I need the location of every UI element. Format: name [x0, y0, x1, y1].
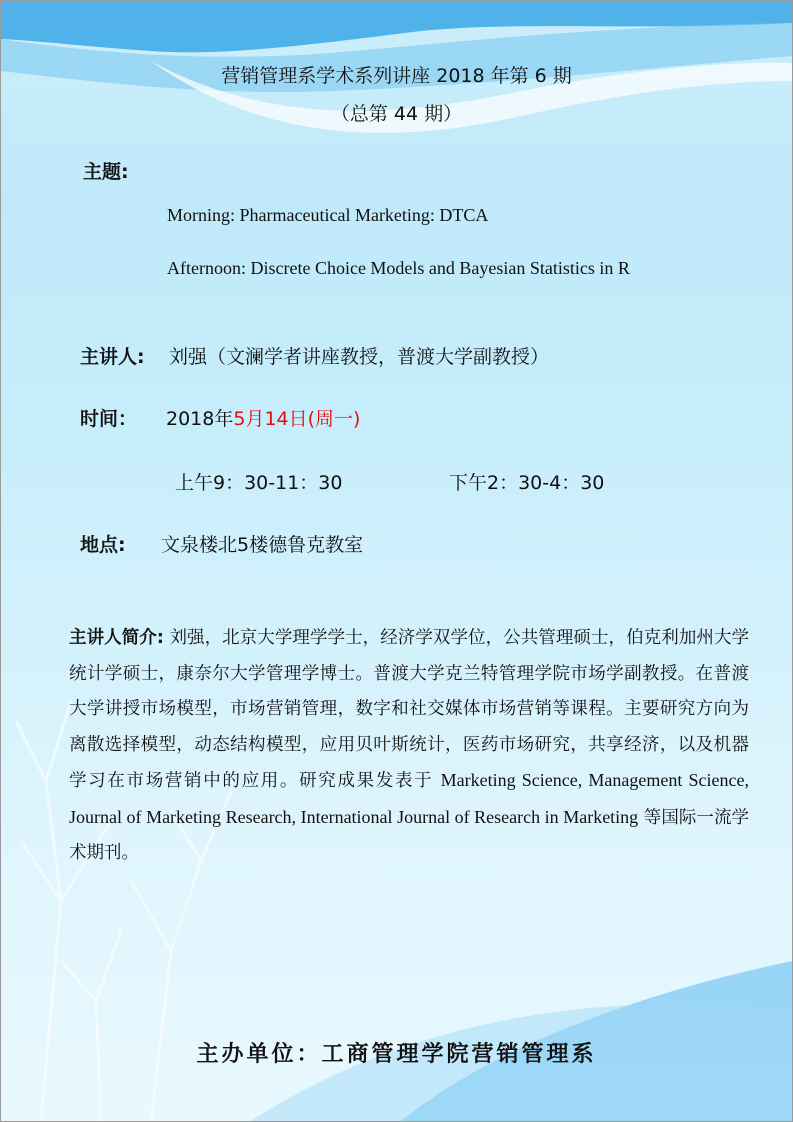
- topic-afternoon: Afternoon: Discrete Choice Models and Bayesian Statistics in R: [167, 258, 630, 278]
- time-morning: 上午9：30-11：30: [175, 472, 343, 494]
- time-year: 2018年: [166, 408, 234, 430]
- page-title: 营销管理系学术系列讲座 2018 年第 6 期: [221, 65, 572, 87]
- time-date: 5月14日(周一): [233, 408, 361, 430]
- speaker-label: 主讲人:: [80, 346, 145, 368]
- time-date-row: [166, 404, 360, 431]
- speaker-value: 刘强（文澜学者讲座教授，普渡大学副教授）: [169, 346, 550, 368]
- topic-morning: Morning: Pharmaceutical Marketing: DTCA: [167, 205, 489, 225]
- topic-label: 主题:: [83, 161, 129, 183]
- page-subtitle: （总第 44 期）: [330, 103, 463, 125]
- location-label: 地点:: [80, 534, 126, 556]
- bio-label: 主讲人简介:: [69, 628, 164, 648]
- time-label: 时间：: [80, 408, 138, 430]
- organizer: 主办单位：工商管理学院营销管理系: [196, 1041, 597, 1067]
- speaker-bio: [69, 621, 749, 872]
- time-afternoon: 下午2：30-4：30: [449, 472, 605, 494]
- location-value: 文泉楼北5楼德鲁克教室: [161, 534, 364, 556]
- bio-text-end: 等国际一流学术期刊。: [69, 807, 749, 863]
- bio-journals: Marketing Science, Management Science, Journal of Marketing Research, International Journal of Research in Marketing: [69, 770, 750, 827]
- bio-text-cn: 刘强，北京大学理学学士，经济学双学位，公共管理硕士，伯克利加州大学统计学硕士，康奈尔大学管理学博士。普渡大学克兰特管理学院市场学副教授。在普渡大学讲授市场模型，市场营销管理，数字和社交媒体市场营销等课程。主要研究方向为离散选择模型，动态结构模型，应用贝叶斯统计，医药市场研究，共享经济，以及机器学习在市场营销中的应用。研究成果发表于: [69, 628, 750, 791]
